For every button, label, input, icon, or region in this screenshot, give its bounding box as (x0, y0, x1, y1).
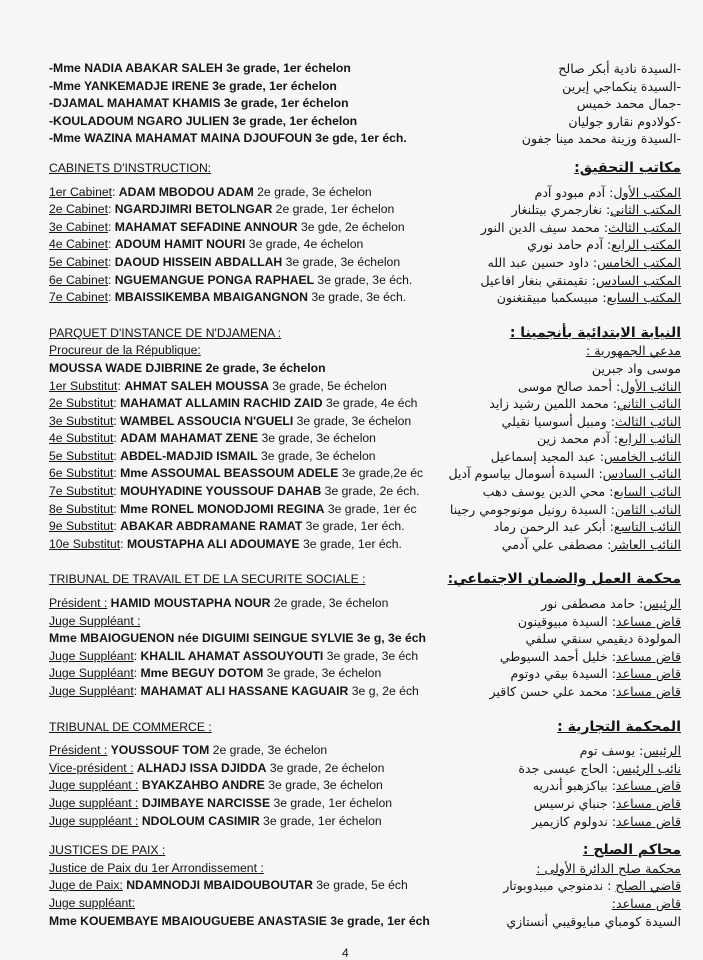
ar-row-label: قاض مساعد (615, 666, 681, 682)
ar-row-name: : محمد سيف الدين النور (480, 219, 609, 235)
ar-cabinet-row (451, 254, 681, 272)
page-number: 4 (342, 946, 349, 960)
row-name: KHALIL AHAMAT ASSOUYOUTI (140, 648, 324, 663)
row-label: Président : (49, 743, 108, 758)
row-label: 8e Substitut (49, 501, 114, 516)
french-column (49, 60, 469, 930)
ar-substitut-row (451, 501, 681, 519)
row-label: 4e Substitut (49, 431, 114, 446)
juge-label: Juge Suppléant : (49, 613, 141, 628)
row-label: Vice-président : (49, 760, 134, 775)
row-rank: 3e grade, 3e échelon (296, 413, 412, 428)
ar-row-name: : محمد اللمين رشيد زايد (489, 396, 618, 412)
row-rank: 3e grade, 1er éch. (305, 519, 405, 534)
substitut-row: 7e Substitut: MOUHYADINE YOUSSOUF DAHAB 3e grade, 2e éch. (49, 484, 420, 499)
ar-cabinet-row (451, 219, 681, 237)
ar-commerce-row (451, 795, 681, 813)
intro-line: -Mme WAZINA MAHAMAT MAINA DJOUFOUN 3e gde, 1er éch. (49, 131, 407, 146)
ar-row-name: : أحمد صالح موسى (518, 378, 621, 394)
ar-substituts-list (448, 378, 681, 554)
ar-intro-line: -السيدة وزينة محمد مينا جفون (521, 131, 681, 147)
row-label: 9e Substitut (49, 519, 114, 534)
commerce-row (49, 742, 469, 760)
row-rank: 3e grade, 3e échelon (266, 666, 382, 681)
juge-line: Mme MBAIOGUENON née DIGUIMI SEINGUE SYLVIE 3e g, 3e éch (49, 631, 426, 646)
row-name: Mme RONEL MONODJOMI REGINA (120, 501, 325, 516)
ar-procureur-name: موسى واد جبرين (591, 360, 681, 376)
ar-row-name: : نقيمنقي بنغار افاعيل (480, 272, 596, 288)
row-label: Juge suppléant : (49, 795, 139, 810)
row-rank: 3e grade, 1er éch. (303, 536, 402, 551)
ar-substitut-row (451, 518, 681, 536)
ar-intro-line: -السيدة نادية أبكر صالح (558, 61, 681, 76)
commerce-row (49, 760, 469, 778)
ar-row-name: : مبيسكمبا مبيقنغنون (496, 290, 607, 306)
commerce-row (49, 795, 469, 813)
row-rank: 3e grade, 1er échelon (273, 795, 393, 810)
row-rank: 3e grade, 1er échelon (263, 813, 382, 828)
row-name: ADAM MAHAMAT ZENE (120, 431, 259, 446)
ar-row-name: : محي الدين يوسف دهب (482, 484, 614, 500)
row-label: 6e Cabinet (49, 272, 108, 287)
row-label: Juge suppléant : (49, 778, 139, 793)
ar-row-name: : أبكر عبد الرحمن رماد (493, 519, 614, 535)
row-label: 7e Substitut (49, 484, 114, 499)
row-name: ABDEL-MADJID ISMAIL (120, 448, 258, 463)
row-rank: 3e grade, 4e éch (325, 396, 418, 411)
row-name: MBAISSIKEMBA MBAIGANGNON (114, 290, 308, 305)
row-rank: 3e grade, 3e échelon (285, 254, 401, 269)
paix-juge-rank: 3e grade, 5e éch (316, 878, 408, 893)
ar-travail-row (451, 630, 681, 648)
row-rank: 3e grade, 2e échelon (269, 760, 385, 775)
ar-row-label: النائب الرابع (618, 431, 681, 447)
ar-row-label: المكتب الخامس (597, 254, 681, 270)
cabinet-row: 6e Cabinet: NGUEMANGUE PONGA RAPHAEL 3e grade, 3e éch. (49, 272, 413, 287)
ar-row-label: المكتب الثاني (610, 202, 681, 218)
ar-travail-row (451, 648, 681, 666)
row-label: 6e Substitut (49, 466, 114, 481)
row-name: AHMAT SALEH MOUSSA (124, 378, 269, 393)
ar-intro-line: -جمال محمد خميس (576, 96, 681, 112)
ar-row-label: النائب السابع (613, 484, 681, 500)
travail-juge-row: Juge Suppléant: KHALIL AHAMAT ASSOUYOUTI 3e grade, 3e éch (49, 648, 419, 663)
row-rank: 3e grade, 3e éch. (317, 272, 413, 287)
ar-row-label: النائب التاسع (613, 519, 681, 535)
ar-row-label: النائب الثاني (617, 396, 681, 412)
ar-row-name: : جنباي نرسيس (533, 795, 616, 811)
ar-row-label: قاض مساعد (615, 813, 681, 829)
ar-cabinet-row (451, 184, 681, 202)
ar-row-label: النائب الثامن (614, 501, 681, 517)
ar-row-label: النائب الثالث (614, 413, 681, 429)
commerce-title: TRIBUNAL DE COMMERCE : (49, 719, 212, 734)
row-rank: 3e grade,2e éc (341, 466, 424, 481)
ar-row-name: : السيدة مبيوقينون (517, 613, 616, 629)
row-label: 2e Substitut (49, 396, 114, 411)
row-label: Juge suppléant : (49, 813, 139, 828)
ar-row-label: قاض مساعد (615, 795, 681, 811)
ar-row-label: الرئيس (643, 596, 681, 612)
substitut-row: 8e Substitut: Mme RONEL MONODJOMI REGINA 3e grade, 1er éc (49, 501, 417, 516)
substitut-row: 3e Substitut: WAMBEL ASSOUCIA N'GUELI 3e grade, 3e échelon (49, 413, 412, 428)
president-name: HAMID MOUSTAPHA NOUR (110, 596, 271, 611)
ar-cabinet-row (451, 272, 681, 290)
row-name: ALHADJ ISSA DJIDDA (136, 760, 267, 775)
substituts-list (49, 378, 469, 554)
ar-commerce-row (451, 777, 681, 795)
intro-list (49, 60, 469, 148)
row-label: 7e Cabinet (49, 290, 108, 305)
ar-row-name: : خليل أحمد السيوطي (499, 648, 616, 664)
ar-substitut-row (451, 536, 681, 554)
paix-juge (49, 877, 469, 895)
row-rank: 2e grade, 1er échelon (275, 202, 395, 217)
travail-president (49, 595, 469, 613)
ar-travail-row (451, 595, 681, 613)
ar-substitut-row (451, 378, 681, 396)
ar-commerce-row (451, 813, 681, 831)
procureur-label: Procureur de la République: (49, 343, 201, 358)
ar-row-label: النائب السادس (602, 466, 681, 482)
ar-row-name: : محمد علي حسن كاقير (489, 684, 616, 699)
commerce-list (49, 742, 469, 830)
ar-row-name: : داود حسين عبد الله (487, 254, 598, 270)
row-label: 5e Cabinet (49, 254, 108, 269)
row-rank: 3e grade, 2e éch. (324, 484, 420, 499)
ar-travail-title: محكمة العمل والضمان الاجتماعي: (447, 571, 681, 588)
cabinet-row: 2e Cabinet: NGARDJIMRI BETOLNGAR 2e grade, 1er échelon (49, 202, 395, 217)
ar-row-name: : عبد المجيد إسماعيل (490, 448, 605, 464)
ar-row-name: المولودة ديقيمي سنقي سلفي (525, 631, 681, 647)
substitut-row: 6e Substitut: Mme ASSOUMAL BEASSOUM ADELE 3e grade,2e éc (49, 466, 424, 481)
commerce-row (49, 777, 469, 795)
ar-parquet-title: النيابة الابتدائية بأنجمينا : (509, 324, 681, 341)
ar-row-name: : نغارجمري بيتلنغار (511, 202, 611, 218)
president-label: Président : (49, 596, 108, 611)
row-name: ADAM MBODOU ADAM (118, 184, 254, 199)
row-name: BYAKZAHBO ANDRE (141, 778, 265, 793)
ar-row-label: قاض مساعد (615, 613, 681, 629)
row-name: MOUSTAPHA ALI ADOUMAYE (126, 536, 300, 551)
row-rank: 3e grade, 3e échelon (261, 431, 376, 446)
row-name: Mme BEGUY DOTOM (140, 666, 264, 681)
row-label: 5e Substitut (49, 448, 114, 463)
ar-commerce-row (451, 760, 681, 778)
ar-substitut-row (451, 430, 681, 448)
paix-supp-label: Juge suppléant: (49, 895, 136, 910)
ar-travail-list (451, 595, 681, 701)
substitut-row: 10e Substitut: MOUSTAPHA ALI ADOUMAYE 3e grade, 1er éch. (49, 536, 402, 551)
row-label: Juge Suppléant (49, 666, 134, 681)
paix-sub: Justice de Paix du 1er Arrondissement : (49, 860, 264, 875)
row-rank: 3e grade, 4e échelon (248, 237, 364, 252)
ar-row-label: الرئيس (643, 743, 681, 759)
cabinets-title: CABINETS D'INSTRUCTION: (49, 160, 212, 175)
ar-paix-supp-name: السيدة كومباي مبايوقيبي أنستازي (506, 913, 681, 929)
ar-substitut-row (451, 448, 681, 466)
row-label: 1er Cabinet (49, 184, 113, 199)
ar-cabinets-list (451, 184, 681, 307)
row-name: MAHAMAT ALLAMIN RACHID ZAID (120, 396, 323, 411)
ar-row-label: قاض مساعد (615, 684, 681, 699)
row-rank: 3e gde, 2e échelon (300, 219, 405, 234)
row-label: 2e Cabinet (49, 202, 108, 217)
row-label: 1er Substitut (49, 378, 118, 393)
ar-row-name: : السيدة أسومال بياسوم آديل (448, 466, 603, 482)
intro-line: -Mme NADIA ABAKAR SALEH 3e grade, 1er échelon (49, 61, 351, 75)
ar-cabinets-title: مكاتب التحقيق: (574, 159, 681, 176)
ar-paix-sub: محكمة صلح الدائرة الأولى : (536, 860, 681, 876)
row-rank: 3e grade, 3e éch. (311, 290, 407, 305)
travail-juge-row: Juge Suppléant: MAHAMAT ALI HASSANE KAGUAIR 3e g, 2e éch (49, 684, 419, 698)
ar-row-name: : آدم محمد زين (537, 431, 619, 447)
commerce-row (49, 813, 469, 831)
substitut-row: 1er Substitut: AHMAT SALEH MOUSSA 3e grade, 5e échelon (49, 378, 387, 393)
ar-row-name: : آدم مبودو آدم (534, 184, 614, 200)
ar-paix-supp-label: قاض مساعد: (611, 895, 681, 911)
arabic-column (447, 60, 681, 930)
ar-row-label: المكتب الرابع (611, 237, 681, 253)
ar-paix-title: محاكم الصلح : (582, 842, 681, 859)
row-name: NGUEMANGUE PONGA RAPHAEL (114, 272, 315, 287)
travail-juges-list (49, 648, 469, 701)
ar-row-name: : مصطفى علي آدمي (501, 536, 612, 552)
ar-row-label: المكتب السابع (606, 290, 681, 306)
ar-row-name: : بياكزهبو أندريه (532, 778, 616, 794)
ar-paix-juge-label: قاضي الصلح (615, 878, 681, 894)
paix-title: JUSTICES DE PAIX : (49, 843, 166, 858)
ar-row-label: النائب الخامس (604, 448, 681, 464)
row-label: 3e Substitut (49, 413, 114, 428)
row-label: 4e Cabinet (49, 237, 108, 252)
row-name: MAHAMAT SEFADINE ANNOUR (114, 219, 298, 234)
row-label: 3e Cabinet (49, 219, 108, 234)
row-label: 10e Substitut (49, 536, 121, 551)
cabinet-row: 7e Cabinet: MBAISSIKEMBA MBAIGANGNON 3e grade, 3e éch. (49, 290, 407, 305)
ar-row-label: نائب الرئيس (616, 760, 681, 776)
ar-travail-row (451, 665, 681, 683)
ar-commerce-row (451, 742, 681, 760)
ar-travail-row (451, 613, 681, 631)
ar-paix-juge (451, 877, 681, 895)
ar-row-name: : ومبيل أسوسيا نقيلي (501, 413, 615, 429)
travail-title: TRIBUNAL DE TRAVAIL ET DE LA SECURITE SOCIALE : (49, 572, 366, 587)
row-name: DAOUD HISSEIN ABDALLAH (114, 254, 283, 269)
ar-travail-row (451, 683, 681, 701)
row-rank: 3e g, 2e éch (351, 684, 419, 698)
row-name: Mme ASSOUMAL BEASSOUM ADELE (120, 466, 339, 481)
cabinet-row: 3e Cabinet: MAHAMAT SEFADINE ANNOUR 3e gde, 2e échelon (49, 219, 405, 234)
cabinet-row: 5e Cabinet: DAOUD HISSEIN ABDALLAH 3e grade, 3e échelon (49, 254, 401, 269)
ar-cabinet-row (451, 289, 681, 307)
row-name: DJIMBAYE NARCISSE (141, 795, 271, 810)
ar-row-label: النائب العاشر (611, 536, 681, 552)
ar-commerce-list (451, 742, 681, 830)
intro-line: -Mme YANKEMADJE IRENE 3e grade, 1er échelon (49, 78, 337, 93)
row-name: NGARDJIMRI BETOLNGAR (114, 202, 273, 217)
row-rank: 3e grade, 1er éc (327, 501, 417, 516)
cabinet-row: 1er Cabinet: ADAM MBODOU ADAM 2e grade, 3e échelon (49, 184, 372, 199)
ar-row-name: : السيدة بيقي دوتوم (510, 666, 616, 682)
parquet-title: PARQUET D'INSTANCE DE N'DJAMENA : (49, 325, 282, 340)
paix-juge-name: NDAMNODJI MBAIDOUBOUTAR (126, 878, 313, 893)
president-rank: 2e grade, 3e échelon (273, 596, 389, 611)
substitut-row: 5e Substitut: ABDEL-MADJID ISMAIL 3e grade, 3e échelon (49, 448, 376, 463)
ar-row-label: المكتب الثالث (608, 219, 681, 235)
travail-juge-row: Juge Suppléant: Mme BEGUY DOTOM 3e grade, 3e échelon (49, 666, 382, 681)
ar-commerce-title: المحكمة التجارية : (557, 718, 681, 735)
row-rank: 3e grade, 3e échelon (268, 778, 383, 793)
ar-row-name: : ندولوم كازيمير (531, 813, 616, 829)
intro-line: -KOULADOUM NGARO JULIEN 3e grade, 1er échelon (49, 113, 358, 128)
intro-line: -DJAMAL MAHAMAT KHAMIS 3e grade, 1er échelon (49, 96, 349, 111)
row-name: MOUHYADINE YOUSSOUF DAHAB (120, 484, 322, 499)
row-rank: 3e grade, 3e échelon (261, 448, 376, 463)
substitut-row: 4e Substitut: ADAM MAHAMAT ZENE 3e grade, 3e échelon (49, 431, 376, 446)
ar-row-label: المكتب الأول (613, 184, 681, 200)
substitut-row: 9e Substitut: ABAKAR ABDRAMANE RAMAT 3e grade, 1er éch. (49, 519, 405, 534)
row-name: YOUSSOUF TOM (110, 743, 210, 758)
row-label: Juge Suppléant (49, 684, 134, 698)
paix-juge-label: Juge de Paix: (49, 878, 123, 893)
ar-procureur-label: مدعي الجمهورية : (585, 343, 681, 359)
ar-cabinet-row (451, 236, 681, 254)
row-rank: 2e grade, 3e échelon (257, 184, 372, 199)
ar-row-name: : حامد مصطفى نور (541, 596, 644, 612)
row-label: Juge Suppléant (49, 648, 134, 663)
ar-row-label: قاض مساعد (615, 648, 681, 664)
ar-cabinet-row (451, 201, 681, 219)
ar-substitut-row (448, 465, 681, 483)
ar-intro-line: -كولادوم نقارو جوليان (568, 113, 681, 129)
cabinet-row: 4e Cabinet: ADOUM HAMIT NOURI 3e grade, 4e échelon (49, 237, 364, 252)
paix-supp-line: Mme KOUEMBAYE MBAIOUGUEBE ANASTASIE 3e grade, 1er éch (49, 913, 430, 928)
row-name: WAMBEL ASSOUCIA N'GUELI (120, 413, 294, 428)
ar-row-label: المكتب السادس (595, 272, 681, 288)
ar-row-label: قاض مساعد (615, 778, 681, 794)
procureur-line: MOUSSA WADE DJIBRINE 2e grade, 3e échelon (49, 360, 326, 375)
row-name: MAHAMAT ALI HASSANE KAGUAIR (140, 684, 349, 698)
ar-row-name: : يوسف توم (579, 743, 644, 759)
cabinets-list (49, 184, 469, 307)
row-rank: 3e grade, 5e échelon (272, 378, 387, 393)
ar-substitut-row (451, 395, 681, 413)
ar-row-name: : آدم حامد نوري (527, 237, 612, 253)
ar-row-label: النائب الأول (620, 378, 681, 394)
row-rank: 2e grade, 3e échelon (212, 743, 328, 758)
ar-substitut-row (451, 483, 681, 501)
row-name: ADOUM HAMIT NOURI (114, 237, 246, 252)
row-name: ABAKAR ABDRAMANE RAMAT (120, 519, 303, 534)
row-name: NDOLOUM CASIMIR (141, 813, 260, 828)
substitut-row: 2e Substitut: MAHAMAT ALLAMIN RACHID ZAID 3e grade, 4e éch (49, 396, 418, 411)
ar-intro-line: -السيدة ينكماجي إيرين (562, 78, 681, 94)
ar-substitut-row (451, 413, 681, 431)
ar-paix-juge-name: : ندمنوجي مبيدوبوتار (503, 878, 612, 894)
row-rank: 3e grade, 3e éch (326, 648, 419, 663)
ar-intro-list (451, 60, 681, 148)
ar-row-name: : الحاج عيسى جدة (518, 760, 617, 776)
ar-row-name: : السيدة رونيل مونوجومي رجينا (449, 501, 615, 517)
